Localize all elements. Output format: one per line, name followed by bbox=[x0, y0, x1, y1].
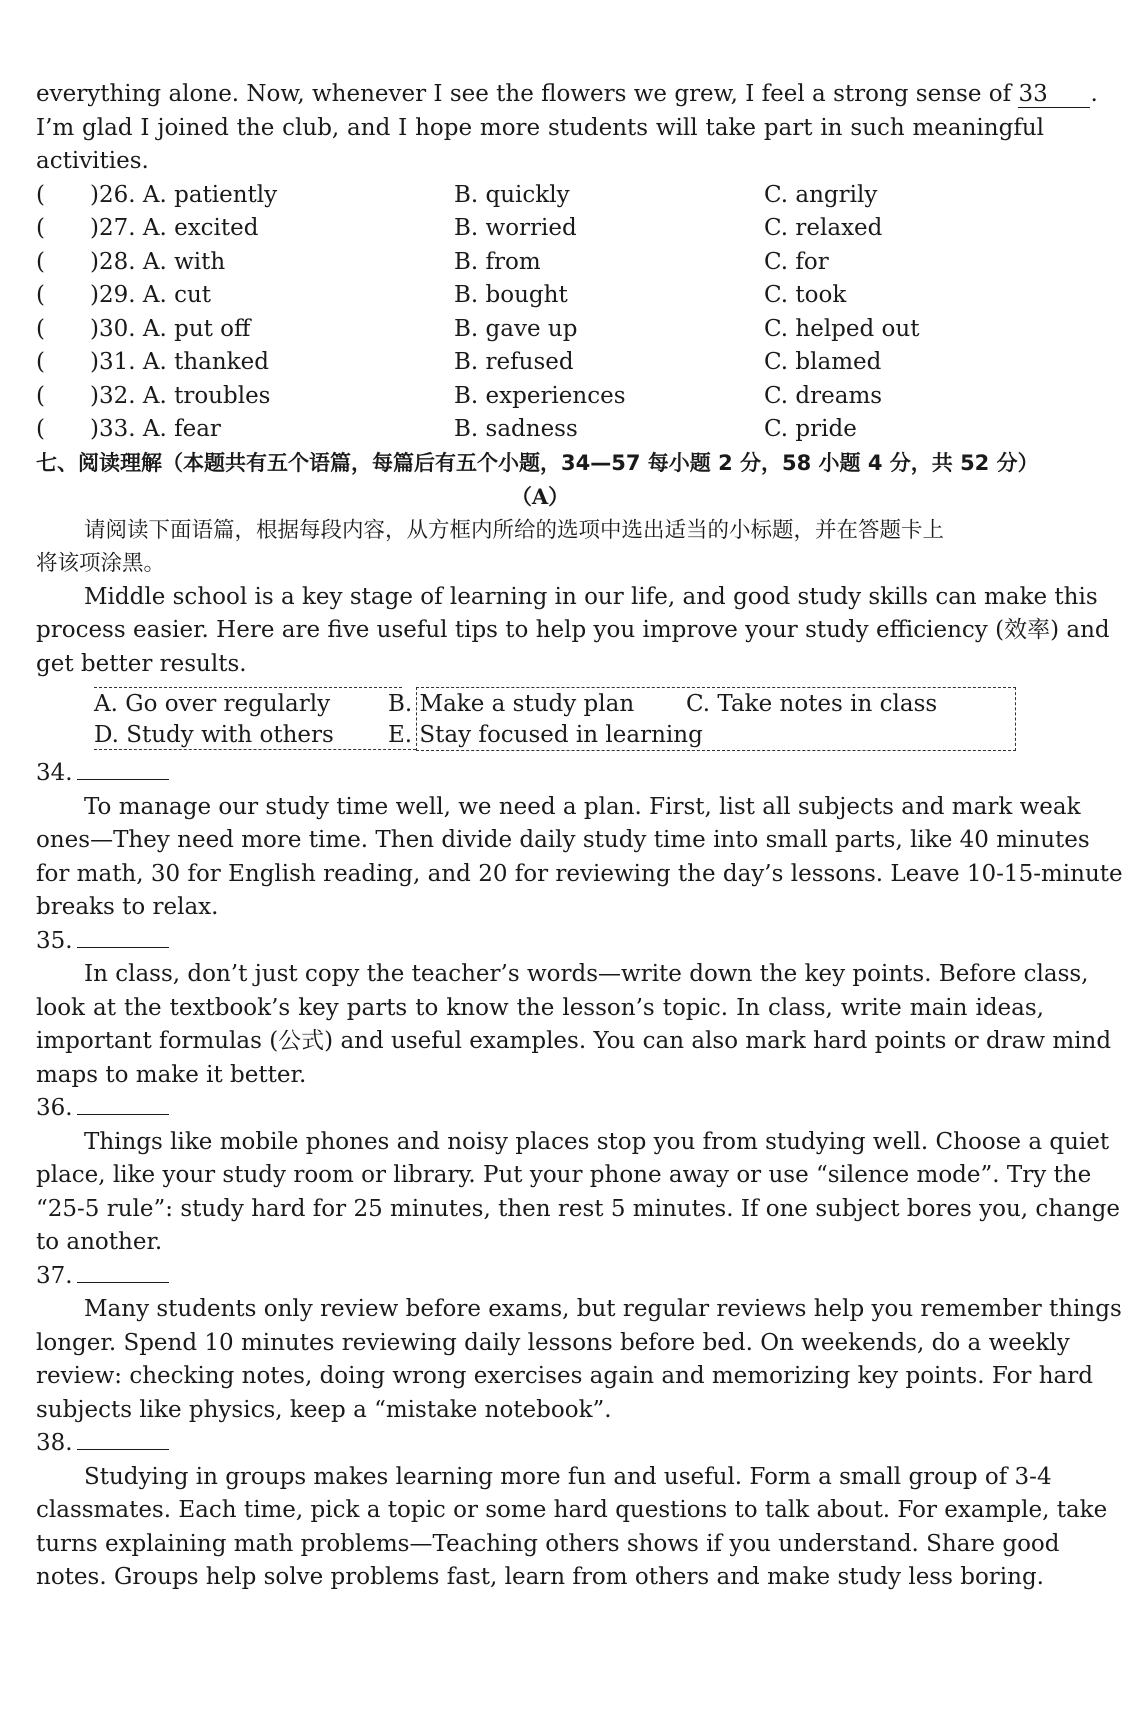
paragraph-line: ones—They need more time. Then divide daily study time into small parts, like 40 minutes bbox=[36, 827, 1090, 853]
instruction-line-2: 将该项涂黑。 bbox=[36, 551, 166, 576]
box-option-e: E. Stay focused in learning bbox=[388, 722, 703, 748]
answer-blank bbox=[77, 1427, 169, 1450]
question-36 bbox=[36, 1092, 1044, 1126]
cloze-line-2: I’m glad I joined the club, and I hope more students will take part in such meaningful bbox=[36, 114, 1044, 141]
answer-paren: ( bbox=[36, 315, 45, 342]
answer-paren: ( bbox=[36, 248, 45, 275]
answer-paren: ( bbox=[36, 181, 45, 208]
option-row bbox=[36, 279, 1044, 313]
option-a: )29. A. cut bbox=[90, 282, 212, 308]
option-row bbox=[36, 380, 1044, 414]
option-b: B. sadness bbox=[454, 416, 578, 442]
option-row bbox=[36, 212, 1044, 246]
paragraph-line: Things like mobile phones and noisy places stop you from studying well. Choose a quiet bbox=[84, 1128, 1110, 1155]
answer-blank bbox=[77, 925, 169, 948]
paragraph-line: longer. Spend 10 minutes reviewing daily lessons before bed. On weekends, do a weekly bbox=[36, 1329, 1070, 1356]
question-number: 38. bbox=[36, 1430, 73, 1456]
blank-33: 33 bbox=[1018, 81, 1090, 108]
option-c: C. pride bbox=[764, 416, 857, 442]
option-c: C. dreams bbox=[764, 382, 883, 409]
option-c: C. blamed bbox=[764, 349, 882, 375]
option-a: )31. A. thanked bbox=[90, 349, 269, 375]
section-heading: 七、阅读理解（本题共有五个语篇，每篇后有五个小题，34—57 每小题 2 分，58 小题 4 分，共 52 分） bbox=[36, 450, 1039, 475]
intro-line-2: process easier. Here are five useful tips to help you improve your study efficiency (效率) and bbox=[36, 617, 1110, 643]
question-number: 34. bbox=[36, 760, 73, 786]
option-a: )33. A. fear bbox=[90, 416, 221, 442]
box-option-d: D. Study with others bbox=[94, 722, 334, 748]
paragraph-line: turns explaining math problems—Teaching others shows if you understand. Share good bbox=[36, 1530, 1060, 1557]
answer-paren: ( bbox=[36, 215, 45, 241]
option-b: B. refused bbox=[454, 349, 574, 375]
option-a: )32. A. troubles bbox=[90, 382, 271, 409]
option-c: C. helped out bbox=[764, 315, 920, 342]
cloze-period: . bbox=[1090, 81, 1098, 107]
question-number: 35. bbox=[36, 927, 73, 954]
paragraph-line: Many students only review before exams, but regular reviews help you remember things bbox=[84, 1296, 1122, 1322]
answer-blank bbox=[77, 1092, 169, 1115]
question-number: 36. bbox=[36, 1095, 73, 1121]
paragraph-line: breaks to relax. bbox=[36, 894, 219, 920]
cloze-line-3: activities. bbox=[36, 148, 149, 174]
box-border-top-left bbox=[94, 687, 402, 688]
intro-line-3: get better results. bbox=[36, 650, 247, 677]
box-option-c: C. Take notes in class bbox=[686, 691, 938, 717]
question-38 bbox=[36, 1427, 1044, 1461]
option-c: C. for bbox=[764, 248, 829, 275]
paragraph-line: for math, 30 for English reading, and 20 for reviewing the day’s lessons. Leave 10-15-minute bbox=[36, 860, 1123, 887]
paragraph-line: Studying in groups makes learning more fun and useful. Form a small group of 3-4 bbox=[84, 1463, 1052, 1490]
option-row bbox=[36, 313, 1044, 347]
option-b: B. bought bbox=[454, 282, 568, 308]
option-row bbox=[36, 413, 1044, 447]
passage-label: （A） bbox=[510, 484, 570, 509]
option-b: B. worried bbox=[454, 215, 577, 241]
question-37 bbox=[36, 1260, 1044, 1294]
heading-options-box bbox=[36, 683, 1044, 755]
option-row bbox=[36, 346, 1044, 380]
paragraph-line: place, like your study room or library. Put your phone away or use “silence mode”. Try the bbox=[36, 1162, 1092, 1188]
answer-blank bbox=[77, 757, 169, 780]
paragraph-line: “25-5 rule”: study hard for 25 minutes, then rest 5 minutes. If one subject bores you, change bbox=[36, 1195, 1120, 1222]
option-a: )26. A. patiently bbox=[90, 181, 278, 208]
option-c: C. took bbox=[764, 282, 847, 308]
option-b: B. gave up bbox=[454, 315, 578, 342]
answer-paren: ( bbox=[36, 282, 45, 308]
option-a: )28. A. with bbox=[90, 248, 226, 275]
paragraph-line: subjects like physics, keep a “mistake notebook”. bbox=[36, 1396, 612, 1423]
exam-page bbox=[36, 78, 1123, 1595]
answer-paren: ( bbox=[36, 349, 45, 375]
paragraph-line: classmates. Each time, pick a topic or some hard questions to talk about. For example, take bbox=[36, 1497, 1108, 1523]
answer-blank bbox=[77, 1260, 169, 1283]
paragraph-line: maps to make it better. bbox=[36, 1061, 307, 1088]
answer-paren: ( bbox=[36, 416, 45, 442]
paragraph-line: notes. Groups help solve problems fast, learn from others and make study less boring. bbox=[36, 1564, 1044, 1590]
option-b: B. from bbox=[454, 248, 541, 275]
question-number: 37. bbox=[36, 1262, 73, 1289]
cloze-text: everything alone. Now, whenever I see the flowers we grew, I feel a strong sense of bbox=[36, 81, 1012, 107]
intro-line-1: Middle school is a key stage of learning in our life, and good study skills can make this bbox=[84, 583, 1098, 610]
paragraph-line: important formulas (公式) and useful examples. You can also mark hard points or draw mind bbox=[36, 1028, 1112, 1054]
instruction-line-1: 请阅读下面语篇，根据每段内容，从方框内所给的选项中选出适当的小标题，并在答题卡上 bbox=[84, 517, 945, 543]
paragraph-line: In class, don’t just copy the teacher’s words—write down the key points. Before class, bbox=[84, 961, 1089, 987]
answer-paren: ( bbox=[36, 382, 45, 409]
options-list bbox=[36, 179, 1044, 447]
box-option-b: B. Make a study plan bbox=[388, 691, 635, 717]
paragraph-line: review: checking notes, doing wrong exercises again and memorizing key points. For hard bbox=[36, 1363, 1093, 1389]
option-b: B. experiences bbox=[454, 382, 626, 409]
option-a: )30. A. put off bbox=[90, 315, 251, 342]
paragraph-line: look at the textbook’s key parts to know the lesson’s topic. In class, write main ideas, bbox=[36, 994, 1044, 1021]
option-b: B. quickly bbox=[454, 181, 570, 208]
question-34 bbox=[36, 757, 1044, 791]
option-row bbox=[36, 179, 1044, 213]
cloze-line-1 bbox=[36, 78, 1098, 112]
option-row bbox=[36, 246, 1044, 280]
option-c: C. relaxed bbox=[764, 215, 883, 241]
paragraph-line: To manage our study time well, we need a plan. First, list all subjects and mark weak bbox=[84, 793, 1081, 820]
option-a: )27. A. excited bbox=[90, 215, 259, 241]
paragraph-line: to another. bbox=[36, 1229, 163, 1255]
box-option-a: A. Go over regularly bbox=[94, 691, 331, 717]
question-35 bbox=[36, 925, 1044, 959]
option-c: C. angrily bbox=[764, 181, 878, 208]
